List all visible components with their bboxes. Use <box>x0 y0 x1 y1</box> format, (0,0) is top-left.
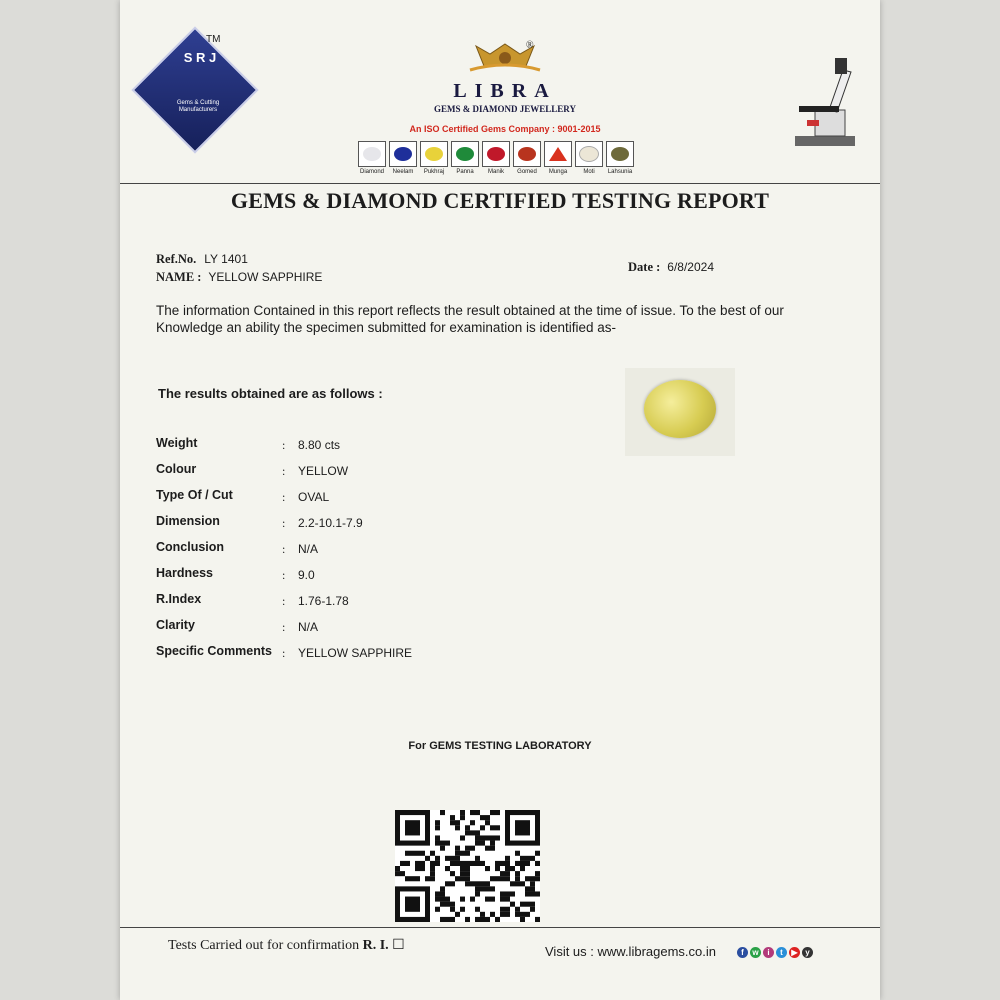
result-label: Weight <box>156 436 198 450</box>
srj-logo <box>131 26 258 153</box>
srj-logo-subtitle: Gems & Cutting Manufacturers <box>176 100 220 113</box>
youtube-icon[interactable]: ▶ <box>789 947 800 958</box>
tests-ri: R. I. <box>362 938 389 953</box>
yellow-sapphire-image <box>644 380 716 438</box>
gem-item <box>513 141 541 175</box>
result-value: OVAL <box>298 490 330 504</box>
result-value: YELLOW SAPPHIRE <box>298 646 413 660</box>
result-row <box>156 592 516 612</box>
result-row <box>156 462 516 482</box>
diamond-gem-icon <box>363 147 381 161</box>
header-divider <box>120 183 880 184</box>
result-value: N/A <box>298 542 319 556</box>
result-colon: : <box>282 646 286 660</box>
gem-label: Munga <box>548 169 568 175</box>
lab-signature-line: For GEMS TESTING LABORATORY <box>408 740 592 752</box>
gem-item <box>482 141 510 175</box>
footer-divider <box>120 927 880 928</box>
result-value: YELLOW <box>298 464 349 478</box>
name-value: YELLOW SAPPHIRE <box>208 270 323 284</box>
result-colon: : <box>282 438 286 452</box>
result-row <box>156 644 516 664</box>
result-label: Conclusion <box>156 540 225 554</box>
result-row <box>156 436 516 456</box>
microscope-icon <box>785 50 865 150</box>
munga-gem-icon <box>549 147 567 161</box>
qr-code[interactable] <box>395 810 540 922</box>
result-colon: : <box>282 464 286 478</box>
brand-subtitle: GEMS & DIAMOND JEWELLERY <box>434 104 576 114</box>
instagram-icon[interactable]: i <box>763 947 774 958</box>
gem-label: Gomed <box>517 169 537 175</box>
ref-value: LY 1401 <box>204 252 248 266</box>
result-colon: : <box>282 490 286 504</box>
gem-item <box>451 141 479 175</box>
gem-label: Neelam <box>392 169 414 175</box>
social-icons <box>737 947 813 958</box>
result-colon: : <box>282 568 286 582</box>
result-value: 9.0 <box>298 568 315 582</box>
result-label: R.Index <box>156 592 202 606</box>
date-value: 6/8/2024 <box>667 260 714 274</box>
gem-label: Manik <box>487 169 504 175</box>
result-colon: : <box>282 594 286 608</box>
result-value: N/A <box>298 620 319 634</box>
result-label: Clarity <box>156 618 195 632</box>
srj-logo-letters: S R J <box>183 50 217 65</box>
result-label: Specific Comments <box>156 644 273 658</box>
twitter-icon[interactable]: t <box>776 947 787 958</box>
result-colon: : <box>282 620 286 634</box>
facebook-icon[interactable]: f <box>737 947 748 958</box>
gem-strip <box>358 141 634 175</box>
pukhraj-gem-icon <box>425 147 443 161</box>
result-label: Type Of / Cut <box>156 488 233 502</box>
result-value: 2.2-10.1-7.9 <box>298 516 363 530</box>
result-label: Colour <box>156 462 197 476</box>
gem-name <box>156 268 322 286</box>
result-row <box>156 566 516 586</box>
whatsapp-icon[interactable]: w <box>750 947 761 958</box>
gem-item <box>575 141 603 175</box>
neelam-gem-icon <box>394 147 412 161</box>
results-heading: The results obtained are as follows : <box>158 386 383 401</box>
result-row <box>156 540 516 560</box>
result-colon: : <box>282 516 286 530</box>
gem-item <box>606 141 634 175</box>
gem-label: Panna <box>456 169 474 175</box>
result-row <box>156 618 516 638</box>
panna-gem-icon <box>456 147 474 161</box>
report-date <box>628 258 714 276</box>
brand-name: LIBRA <box>453 80 557 102</box>
name-label: NAME <box>156 270 195 284</box>
gem-item <box>389 141 417 175</box>
intro-paragraph: The information Contained in this report reflects the result obtained at the time of issue. To the best of our Knowledge an ability the specimen submitted for examination is identified as- <box>156 303 784 335</box>
libra-crest-icon <box>460 40 550 80</box>
gomed-gem-icon <box>518 147 536 161</box>
report-title: GEMS & DIAMOND CERTIFIED TESTING REPORT <box>230 188 770 213</box>
ref-label: Ref.No. <box>156 252 197 266</box>
manik-gem-icon <box>487 147 505 161</box>
result-label: Dimension <box>156 514 220 528</box>
tests-confirmation <box>168 937 405 954</box>
trademark-mark: TM <box>206 34 221 45</box>
result-label: Hardness <box>156 566 213 580</box>
iso-certification: An ISO Certified Gems Company : 9001-2015 <box>409 124 601 134</box>
checkbox-icon: ☐ <box>392 938 405 953</box>
gem-label: Pukhraj <box>423 169 445 175</box>
gem-item <box>358 141 386 175</box>
registered-mark: ® <box>526 40 534 51</box>
tests-text: Tests Carried out for confirmation <box>168 938 360 953</box>
lahsunia-gem-icon <box>611 147 629 161</box>
result-value: 8.80 cts <box>298 438 341 452</box>
result-row <box>156 514 516 534</box>
certificate-page <box>120 0 880 1000</box>
name-colon: : <box>197 270 202 284</box>
gem-label: Moti <box>583 169 595 175</box>
ref-number <box>156 250 248 268</box>
result-value: 1.76-1.78 <box>298 594 349 608</box>
moti-gem-icon <box>579 146 599 162</box>
other-social-icon[interactable]: y <box>802 947 813 958</box>
gem-label: Diamond <box>359 169 384 175</box>
gem-label: Lahsunia <box>607 169 633 175</box>
result-row <box>156 488 516 508</box>
gem-item <box>544 141 572 175</box>
date-label: Date : <box>628 260 661 274</box>
website-link[interactable]: Visit us : www.libragems.co.in <box>545 944 716 959</box>
gem-item <box>420 141 448 175</box>
result-colon: : <box>282 542 286 556</box>
